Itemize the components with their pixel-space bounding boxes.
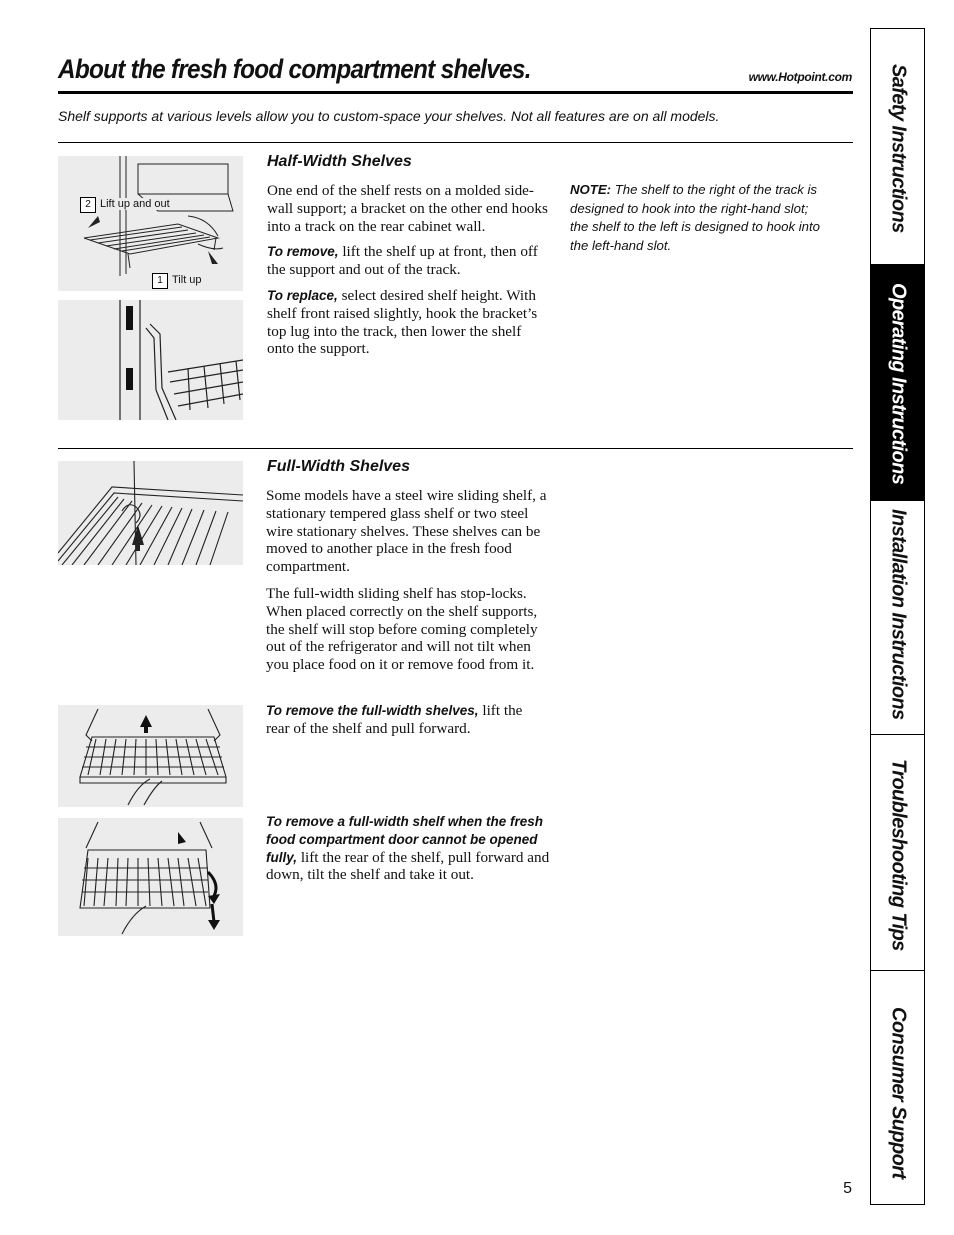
full-width-description: Some models have a steel wire sliding shelf, a stationary tempered glass shelf or two steel wire stationary shelves. These shelves can be moved to another place in the fresh food compartment. [266,487,547,576]
replace-text: select desired shelf height. With shelf front raised slightly, hook the bracket’s top lug into the track, then lower the shelf onto the support. [267,286,538,358]
full-width-heading: Full-Width Shelves [267,458,410,475]
callout-tilt-up [152,270,202,289]
callout-lift-up-and-out [80,194,170,213]
tab-label: Consumer Support [887,1007,909,1179]
remove-lead: To remove the full-width shelves, [266,703,479,718]
tab-label: Troubleshooting Tips [887,759,909,951]
full-width-stop-locks: The full-width sliding shelf has stop-locks. When placed correctly on the shelf supports, the shelf will stop before coming completely out of the refrigerator and will not tilt when you place food on it or remove food from it. [266,584,538,674]
tab-label: Operating Instructions [887,283,909,485]
section-divider [58,142,853,143]
door-lead: To remove a full-width shelf when the fresh food compartment door cannot be opened fully, [266,814,544,865]
half-width-remove-instructions [267,243,549,279]
remove-lead: To remove, [267,244,339,260]
page-title: About the fresh food compartment shelves. [58,54,531,84]
half-width-shelf-removal-illustration [58,156,243,291]
half-width-heading: Half-Width Shelves [267,153,412,170]
full-width-door-removal-instructions [266,813,551,884]
tab-operating-instructions[interactable] [871,265,924,501]
section-tabs [870,28,925,1205]
half-width-note [570,181,820,255]
section-divider [58,448,853,449]
tab-label: Installation Instructions [887,509,909,720]
page-number: 5 [843,1180,852,1197]
callout-number: 1 [152,273,168,289]
note-lead: NOTE: [570,182,612,197]
full-width-shelf-pull-forward-illustration [58,705,243,807]
full-width-remove-instructions [266,702,548,738]
tab-safety-instructions[interactable] [871,29,924,265]
intro-text: Shelf supports at various levels allow you to custom-space your shelves. Not all features are on all models. [58,108,720,124]
callout-label: Lift up and out [100,198,170,210]
half-width-description: One end of the shelf rests on a molded side-wall support; a bracket on the other end hooks into a track on the rear cabinet wall. [267,182,548,235]
replace-lead: To replace, [267,287,338,303]
full-width-shelf-illustration [58,461,243,565]
title-rule [58,91,853,94]
half-width-shelf-bracket-illustration [58,300,243,420]
note-text: The shelf to the right of the track is designed to hook into the right-hand slot; the shelf to the left is designed to hook into the left-hand slot. [570,182,820,253]
full-width-body [266,487,551,674]
tab-label: Safety Instructions [887,64,909,233]
tab-consumer-support[interactable] [871,971,924,1204]
callout-number: 2 [80,197,96,213]
tab-troubleshooting-tips[interactable] [871,735,924,971]
full-width-shelf-tilt-out-illustration [58,818,243,936]
half-width-replace-instructions [267,287,549,358]
remove-text: lift the rear of the shelf and pull forward. [266,702,523,737]
door-text: lift the rear of the shelf, pull forward and down, tilt the shelf and take it out. [266,848,550,884]
half-width-body [267,182,549,358]
tab-installation-instructions[interactable] [871,501,924,735]
remove-text: lift the shelf up at front, then off the support and out of the track. [267,243,538,279]
callout-label: Tilt up [172,274,202,286]
website-link[interactable]: www.Hotpoint.com [748,70,852,84]
